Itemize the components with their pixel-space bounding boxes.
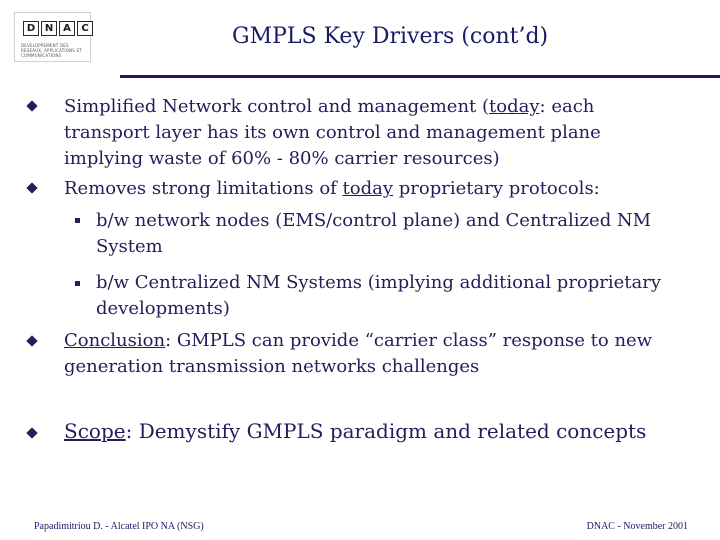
dnac-logo [14,12,91,62]
bullet-line [64,418,646,444]
logo-subtext: DEVELOPPEMENT DES RESEAUX, APPLICATIONS ET COMMUNICATIONS [21,43,82,58]
bullet-text: : each [539,96,595,117]
bullet-line [64,328,652,354]
bullet-line: generation transmission networks challenges [64,356,480,377]
bullet-line: developments) [96,298,230,319]
title-divider [120,75,720,78]
slide-title: GMPLS Key Drivers (cont’d) [232,24,549,49]
logo-letter: D [23,21,39,36]
bullet-item [64,94,601,172]
bullet-line: transport layer has its own control and management plane [64,122,601,143]
underlined-term: Conclusion [64,330,166,351]
logo-letters [23,21,93,36]
bullet-item [64,418,646,444]
footer-date: DNAC - November 2001 [586,521,688,532]
bullet-line [64,94,601,120]
diamond-bullet-icon [26,335,37,346]
bullet-line [64,176,600,202]
bullet-text: Removes strong limitations of [64,178,343,199]
bullet-text: : Demystify GMPLS paradigm and related concepts [125,419,647,443]
bullet-item [64,328,652,380]
bullet-line: b/w Centralized NM Systems (implying additional proprietary [96,272,662,293]
bullet-line: b/w network nodes (EMS/control plane) and Centralized NM [96,210,652,231]
bullet-text: proprietary protocols: [393,178,600,199]
bullet-text: : GMPLS can provide “carrier class” response to new [165,330,653,351]
logo-letter: N [41,21,57,36]
logo-letter: C [77,21,93,36]
underlined-term: Scope [64,419,126,443]
bullet-line: implying waste of 60% - 80% carrier resources) [64,148,500,169]
diamond-bullet-icon [26,182,37,193]
diamond-bullet-icon [26,427,37,438]
diamond-bullet-icon [26,100,37,111]
bullet-text: Simplified Network control and management ( [64,96,490,117]
underlined-term: today [489,96,540,117]
footer-author: Papadimitriou D. - Alcatel IPO NA (NSG) [34,521,204,532]
underlined-term: today [342,178,394,199]
bullet-line: System [96,236,163,257]
logo-letter: A [59,21,75,36]
bullet-item [64,176,600,202]
square-subbullet-icon [75,218,80,223]
sub-bullet-item [96,208,651,260]
square-subbullet-icon [75,281,80,286]
sub-bullet-item [96,270,661,322]
